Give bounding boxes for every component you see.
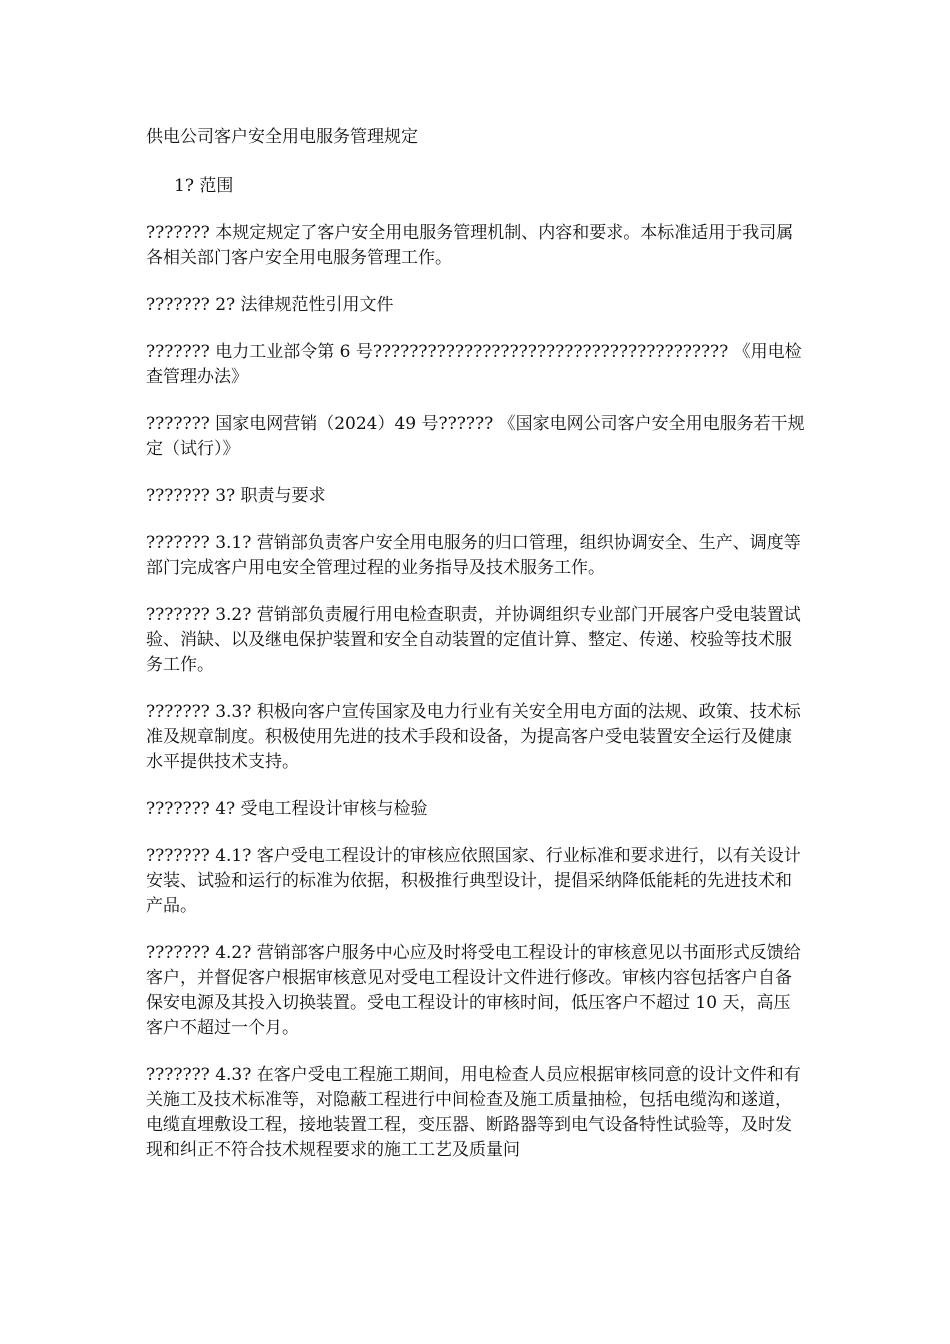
paragraph-3-1: ??????? 3.1? 营销部负责客户安全用电服务的归口管理，组织协调安全、生产、调度等部门完成客户用电安全管理过程的业务指导及技术服务工作。 xyxy=(146,533,801,578)
paragraph-4-2: ??????? 4.2? 营销部客户服务中心应及时将受电工程设计的审核意见以书面形式反馈给客户，并督促客户根据审核意见对受电工程设计文件进行修改。审核内容包括客户自备保安电源及其投入切换装置。受电工程设计的审核时间，低压客户不超过 10 天，高压客户不超过一个月。 xyxy=(146,943,801,1038)
paragraph-4-3: ??????? 4.3? 在客户受电工程施工期间，用电检查人员应根据审核同意的设计文件和有关施工及技术标准等，对隐蔽工程进行中间检查及施工质量抽检，包括电缆沟和遂道，电缆直埋敷设工程，接地装置工程，变压器、断路器等到电气设备特性试验等，及时发现和纠正不符合技术规程要求的施工工艺及质量问 xyxy=(146,1065,801,1160)
paragraph-3-2: ??????? 3.2? 营销部负责履行用电检查职责，并协调组织专业部门开展客户受电装置试验、消缺、以及继电保护装置和安全自动装置的定值计算、整定、传递、校验等技术服务工作。 xyxy=(146,605,801,675)
section-heading-scope: 1? 范围 xyxy=(174,176,234,196)
document-title: 供电公司客户安全用电服务管理规定 xyxy=(146,127,418,147)
paragraph-3-3: ??????? 3.3? 积极向客户宣传国家及电力行业有关安全用电方面的法规、政策、技术标准及规章制度。积极使用先进的技术手段和设备，为提高客户受电装置安全运行及健康水平提供技术支持。 xyxy=(146,702,801,772)
section-heading-references: ??????? 2? 法律规范性引用文件 xyxy=(146,295,394,315)
paragraph-reference-2: ??????? 国家电网营销（2024）49 号?????? 《国家电网公司客户安全用电服务若干规定（试行）》 xyxy=(146,414,805,459)
document-body xyxy=(146,125,806,1185)
paragraph-scope-text: ??????? 本规定规定了客户安全用电服务管理机制、内容和要求。本标准适用于我司属各相关部门客户安全用电服务管理工作。 xyxy=(146,223,794,268)
section-heading-responsibilities: ??????? 3? 职责与要求 xyxy=(146,486,326,506)
section-heading-design-review: ??????? 4? 受电工程设计审核与检验 xyxy=(146,799,428,819)
paragraph-reference-1: ??????? 电力工业部令第 6 号??????????????????????????????????????? 《用电检查管理办法》 xyxy=(146,342,802,387)
paragraph-4-1: ??????? 4.1? 客户受电工程设计的审核应依照国家、行业标准和要求进行，以有关设计安装、试验和运行的标准为依据，积极推行典型设计，提倡采纳降低能耗的先进技术和产品。 xyxy=(146,846,801,916)
